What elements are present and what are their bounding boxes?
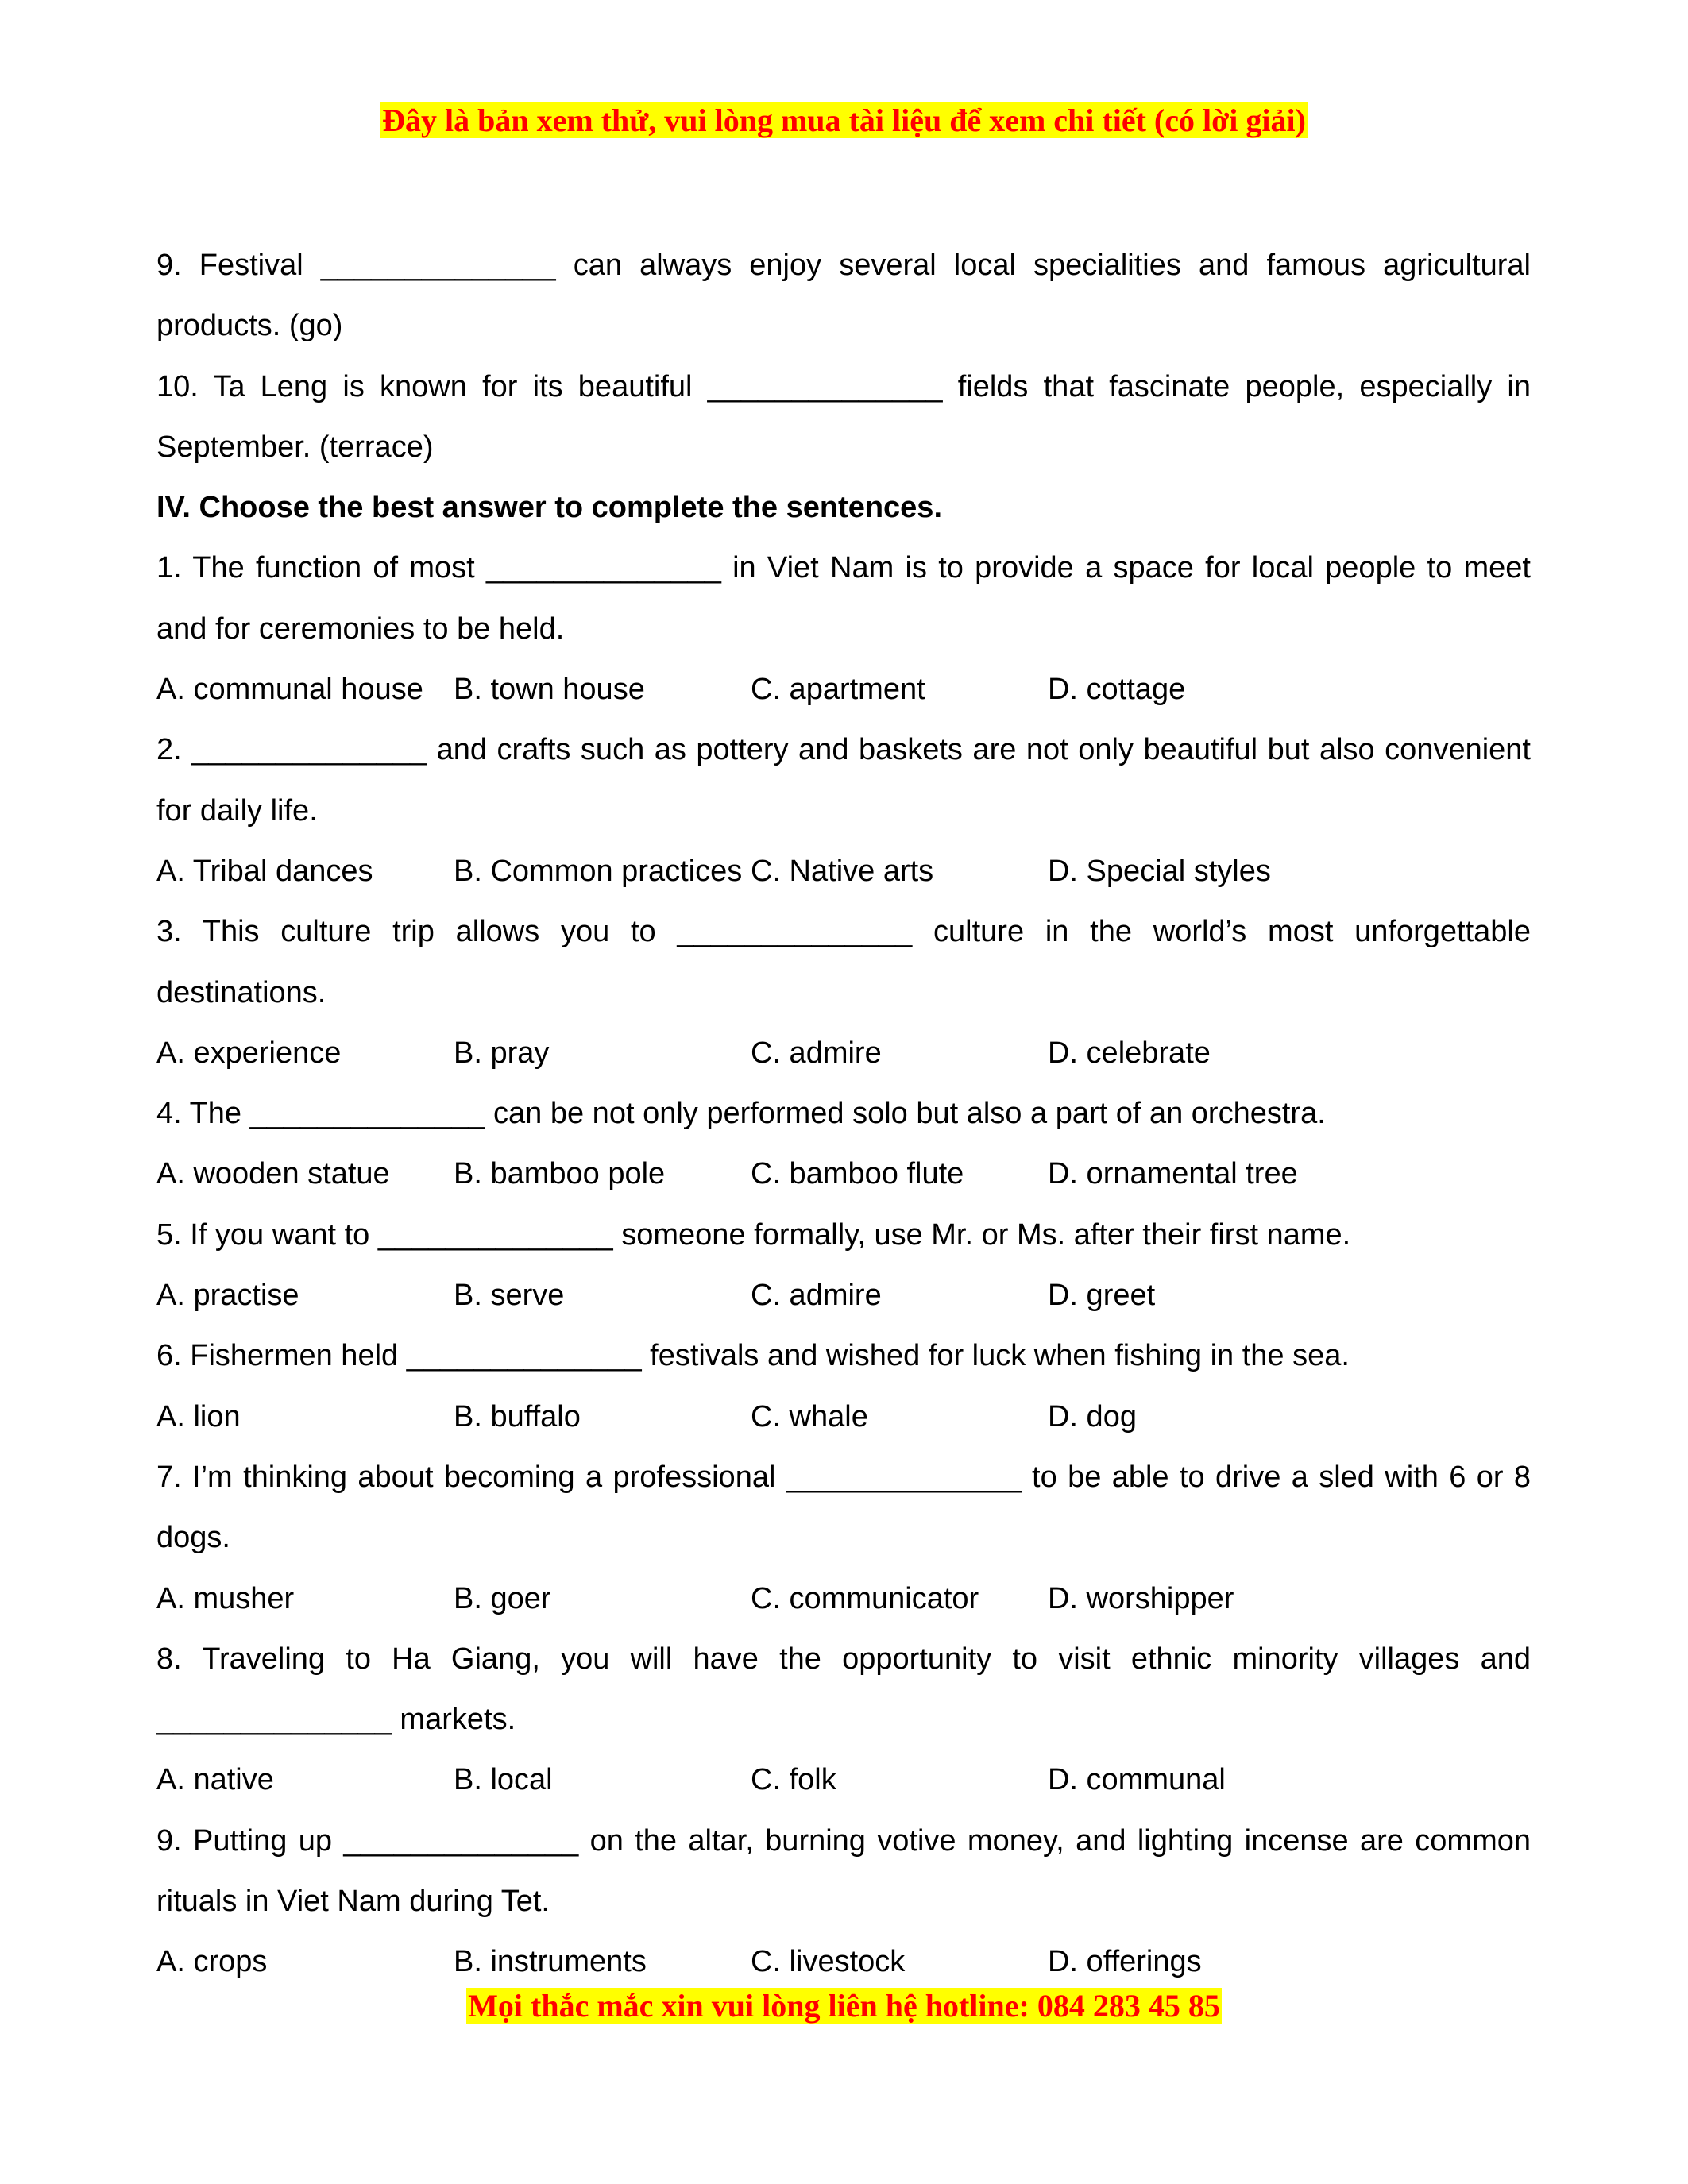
worksheet-content bbox=[156, 235, 1531, 1993]
option-a: A. musher bbox=[156, 1581, 295, 1615]
question-block-6 bbox=[156, 1325, 1531, 1447]
answer-options bbox=[156, 1023, 1531, 1083]
option-a: A. native bbox=[156, 1763, 274, 1797]
option-d: D. celebrate bbox=[1048, 1036, 1211, 1070]
option-a: A. Tribal dances bbox=[156, 854, 373, 888]
question-block-1 bbox=[156, 538, 1531, 720]
option-b: B. bamboo pole bbox=[454, 1157, 666, 1191]
hotline-banner bbox=[0, 1987, 1688, 2025]
option-c: C. bamboo flute bbox=[751, 1157, 964, 1191]
option-d: D. Special styles bbox=[1048, 854, 1271, 888]
option-a: A. crops bbox=[156, 1945, 268, 1979]
answer-options bbox=[156, 1931, 1531, 1992]
answer-options bbox=[156, 1387, 1531, 1447]
question-text: 9. Putting up ______________ on the altar, burning votive money, and lighting incense are common rituals in Viet Nam during Tet. bbox=[156, 1823, 1531, 1919]
answer-options bbox=[156, 659, 1531, 720]
question-9-prev: 9. Festival ______________ can always enjoy several local specialities and famous agricultural products. (go) bbox=[156, 249, 1531, 343]
question-10-prev: 10. Ta Leng is known for its beautiful ______________ fields that fascinate people, especially in September. (terrace) bbox=[156, 369, 1531, 464]
option-c: C. admire bbox=[751, 1036, 882, 1070]
option-d: D. worshipper bbox=[1048, 1581, 1234, 1615]
section-heading: IV. Choose the best answer to complete the sentences. bbox=[156, 491, 943, 525]
answer-options bbox=[156, 1569, 1531, 1629]
option-c: C. admire bbox=[751, 1279, 882, 1313]
option-c: C. folk bbox=[751, 1763, 836, 1797]
question-block-3 bbox=[156, 901, 1531, 1083]
question-text: 5. If you want to ______________ someone formally, use Mr. or Ms. after their first name. bbox=[156, 1217, 1351, 1252]
option-b: B. Common practices bbox=[454, 854, 743, 888]
answer-options bbox=[156, 841, 1531, 901]
option-c: C. communicator bbox=[751, 1581, 979, 1615]
option-d: D. dog bbox=[1048, 1399, 1137, 1433]
option-d: D. offerings bbox=[1048, 1945, 1202, 1979]
answer-options bbox=[156, 1265, 1531, 1325]
option-d: D. greet bbox=[1048, 1279, 1156, 1313]
option-a: A. practise bbox=[156, 1279, 299, 1313]
question-block-5 bbox=[156, 1205, 1531, 1326]
hotline-text: Mọi thắc mắc xin vui lòng liên hệ hotline: 084 283 45 85 bbox=[468, 1988, 1220, 2024]
option-b: B. instruments bbox=[454, 1945, 647, 1979]
question-text: 7. I’m thinking about becoming a professional ______________ to be able to drive a sled with 6 or 8 dogs. bbox=[156, 1460, 1531, 1555]
option-c: C. Native arts bbox=[751, 854, 934, 888]
question-block-4 bbox=[156, 1083, 1531, 1205]
option-b: B. serve bbox=[454, 1279, 565, 1313]
option-c: C. apartment bbox=[751, 673, 925, 707]
question-block-7 bbox=[156, 1447, 1531, 1629]
question-text: 2. ______________ and crafts such as pottery and baskets are not only beautiful but also convenient for daily life. bbox=[156, 733, 1531, 828]
preview-notice-banner bbox=[0, 102, 1688, 140]
option-b: B. pray bbox=[454, 1036, 550, 1070]
option-b: B. buffalo bbox=[454, 1399, 581, 1433]
option-d: D. ornamental tree bbox=[1048, 1157, 1298, 1191]
option-a: A. communal house bbox=[156, 673, 423, 707]
question-block-9 bbox=[156, 1811, 1531, 1993]
option-c: C. whale bbox=[751, 1399, 868, 1433]
question-text: 8. Traveling to Ha Giang, you will have the opportunity to visit ethnic minority villages and ______________ markets. bbox=[156, 1642, 1531, 1737]
option-c: C. livestock bbox=[751, 1945, 906, 1979]
question-text: 6. Fishermen held ______________ festivals and wished for luck when fishing in the sea. bbox=[156, 1339, 1350, 1373]
option-d: D. communal bbox=[1048, 1763, 1226, 1797]
option-a: A. wooden statue bbox=[156, 1157, 390, 1191]
option-b: B. local bbox=[454, 1763, 553, 1797]
option-a: A. lion bbox=[156, 1399, 241, 1433]
answer-options bbox=[156, 1750, 1531, 1810]
option-a: A. experience bbox=[156, 1036, 342, 1070]
preview-notice-text: Đây là bản xem thử, vui lòng mua tài liệu để xem chi tiết (có lời giải) bbox=[382, 102, 1306, 138]
option-d: D. cottage bbox=[1048, 673, 1186, 707]
option-b: B. town house bbox=[454, 673, 645, 707]
answer-options bbox=[156, 1144, 1531, 1204]
question-text: 1. The function of most ______________ in Viet Nam is to provide a space for local people to meet and for ceremonies to be held. bbox=[156, 551, 1531, 646]
question-text: 4. The ______________ can be not only performed solo but also a part of an orchestra. bbox=[156, 1097, 1326, 1131]
question-block-8 bbox=[156, 1629, 1531, 1811]
option-b: B. goer bbox=[454, 1581, 551, 1615]
question-text: 3. This culture trip allows you to ______________ culture in the world’s most unforgettable destinations. bbox=[156, 915, 1531, 1009]
question-block-2 bbox=[156, 720, 1531, 901]
